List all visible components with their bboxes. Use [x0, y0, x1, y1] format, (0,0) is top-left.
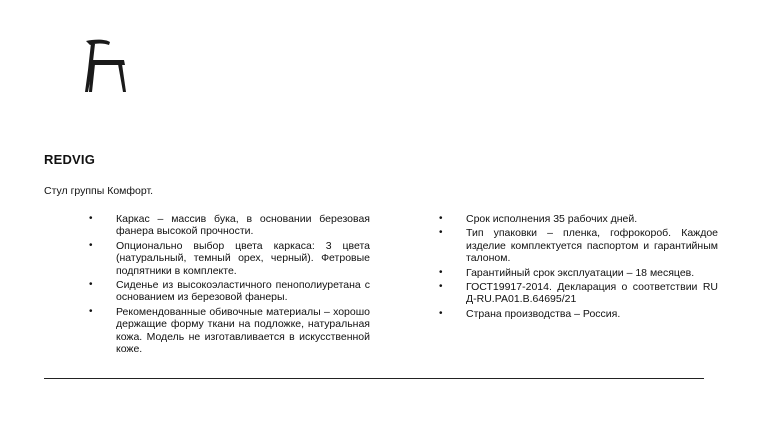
- features-left-list: [86, 213, 370, 355]
- bullet-icon: •: [439, 281, 443, 293]
- list-item: [86, 306, 370, 356]
- product-image: [46, 30, 168, 108]
- features-left-column: [86, 213, 370, 357]
- list-item-text: Срок исполнения 35 рабочих дней.: [466, 213, 638, 225]
- bullet-icon: •: [439, 307, 443, 319]
- section-divider: [44, 378, 704, 379]
- list-item: [436, 281, 718, 306]
- list-item-text: Каркас – массив бука, в основании березовая фанера высокой прочности.: [116, 213, 370, 238]
- product-title: REDVIG: [44, 152, 96, 167]
- bullet-icon: •: [439, 266, 443, 278]
- list-item: [86, 240, 370, 277]
- bullet-icon: •: [89, 239, 93, 251]
- list-item: [436, 267, 718, 279]
- features-right-column: [436, 213, 718, 322]
- list-item-text: Гарантийный срок эксплуатации – 18 месяцев.: [466, 266, 695, 279]
- features-right-list: [436, 213, 718, 320]
- bullet-icon: •: [89, 279, 93, 291]
- list-item-text: Сиденье из высокоэластичного пенополиуретана с основанием из березовой фанеры.: [116, 279, 370, 304]
- list-item: [436, 227, 718, 264]
- bullet-icon: •: [89, 213, 93, 224]
- list-item-text: ГОСТ19917-2014. Декларация о соответствии RU Д-RU.РА01.В.64695/21: [466, 281, 718, 306]
- bullet-icon: •: [439, 213, 443, 224]
- list-item-text: Рекомендованные обивочные материалы – хорошо держащие форму ткани на подложке, натуральная кожа. Модель не изготавливается в искусственной коже.: [116, 305, 370, 356]
- list-item-text: Тип упаковки – пленка, гофрокороб. Каждое изделие комплектуется паспортом и гарантийным талоном.: [466, 227, 718, 265]
- list-item-text: Опционально выбор цвета каркаса: 3 цвета (натуральный, темный орех, черный). Фетровые подпятники в комплекте.: [116, 239, 370, 277]
- bullet-icon: •: [89, 305, 93, 317]
- list-item: [436, 213, 718, 225]
- list-item: [436, 308, 718, 320]
- chair-image: [46, 30, 168, 108]
- product-subtitle: Стул группы Комфорт.: [44, 185, 154, 197]
- bullet-icon: •: [439, 227, 443, 239]
- list-item: [86, 213, 370, 238]
- list-item-text: Страна производства – Россия.: [466, 307, 621, 320]
- list-item: [86, 279, 370, 304]
